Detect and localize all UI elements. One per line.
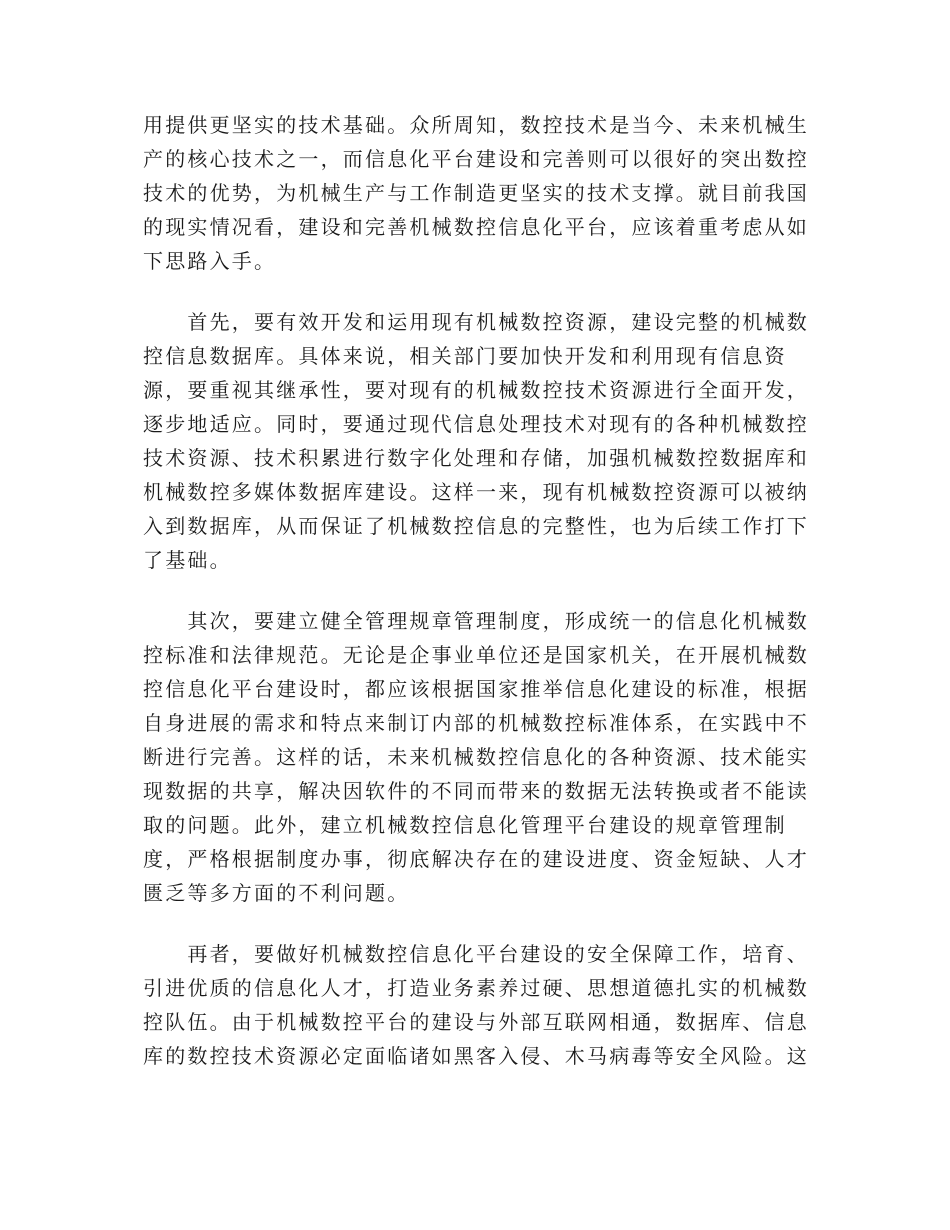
text-line: 断进行完善。这样的话，未来机械数控信息化的各种资源、技术能实 [143,745,809,769]
paragraph-1 [143,108,809,278]
text-line: 控标准和法律规范。无论是企事业单位还是国家机关，在开展机械数 [143,643,809,667]
text-line: 控信息化平台建设时，都应该根据国家推举信息化建设的标准，根据 [143,677,809,701]
text-line: 库的数控技术资源必定面临诸如黑客入侵、木马病毒等安全风险。这 [143,1044,809,1068]
text-line: 引进优质的信息化人才，打造业务素养过硬、思想道德扎实的机械数 [143,976,809,1000]
text-line: 机械数控多媒体数据库建设。这样一来，现有机械数控资源可以被纳 [143,480,809,504]
text-line: 现数据的共享，解决因软件的不同而带来的数据无法转换或者不能读 [143,779,809,803]
document-body [143,108,809,1100]
text-line: 匮乏等多方面的不利问题。 [143,881,410,905]
text-line: 控信息数据库。具体来说，相关部门要加快开发和利用现有信息资 [143,344,787,368]
text-line: 再者，要做好机械数控信息化平台建设的安全保障工作，培育、 [143,942,809,966]
paragraph-2 [143,305,809,577]
text-line: 下思路入手。 [143,249,277,273]
text-line: 自身进展的需求和特点来制订内部的机械数控标准体系，在实践中不 [143,711,809,735]
text-line: 源，要重视其继承性，要对现有的机械数控技术资源进行全面开发， [143,378,809,402]
text-line: 产的核心技术之一，而信息化平台建设和完善则可以很好的突出数控 [143,147,809,171]
text-line: 其次，要建立健全管理规章管理制度，形成统一的信息化机械数 [143,609,809,633]
paragraph-4 [143,937,809,1073]
text-line: 入到数据库，从而保证了机械数控信息的完整性，也为后续工作打下 [143,514,809,538]
text-line: 取的问题。此外，建立机械数控信息化管理平台建设的规章管理制 [143,813,787,837]
text-line: 逐步地适应。同时，要通过现代信息处理技术对现有的各种机械数控 [143,412,809,436]
text-line: 技术的优势，为机械生产与工作制造更坚实的技术支撑。就目前我国 [143,181,809,205]
text-line: 首先，要有效开发和运用现有机械数控资源，建设完整的机械数 [143,310,809,334]
text-line: 的现实情况看，建设和完善机械数控信息化平台，应该着重考虑从如 [143,215,809,239]
text-line: 用提供更坚实的技术基础。众所周知，数控技术是当今、未来机械生 [143,113,809,137]
text-line: 技术资源、技术积累进行数字化处理和存储，加强机械数控数据库和 [143,446,809,470]
paragraph-3 [143,604,809,910]
text-line: 了基础。 [143,548,232,572]
text-line: 控队伍。由于机械数控平台的建设与外部互联网相通，数据库、信息 [143,1010,809,1034]
text-line: 度，严格根据制度办事，彻底解决存在的建设进度、资金短缺、人才 [143,847,809,871]
